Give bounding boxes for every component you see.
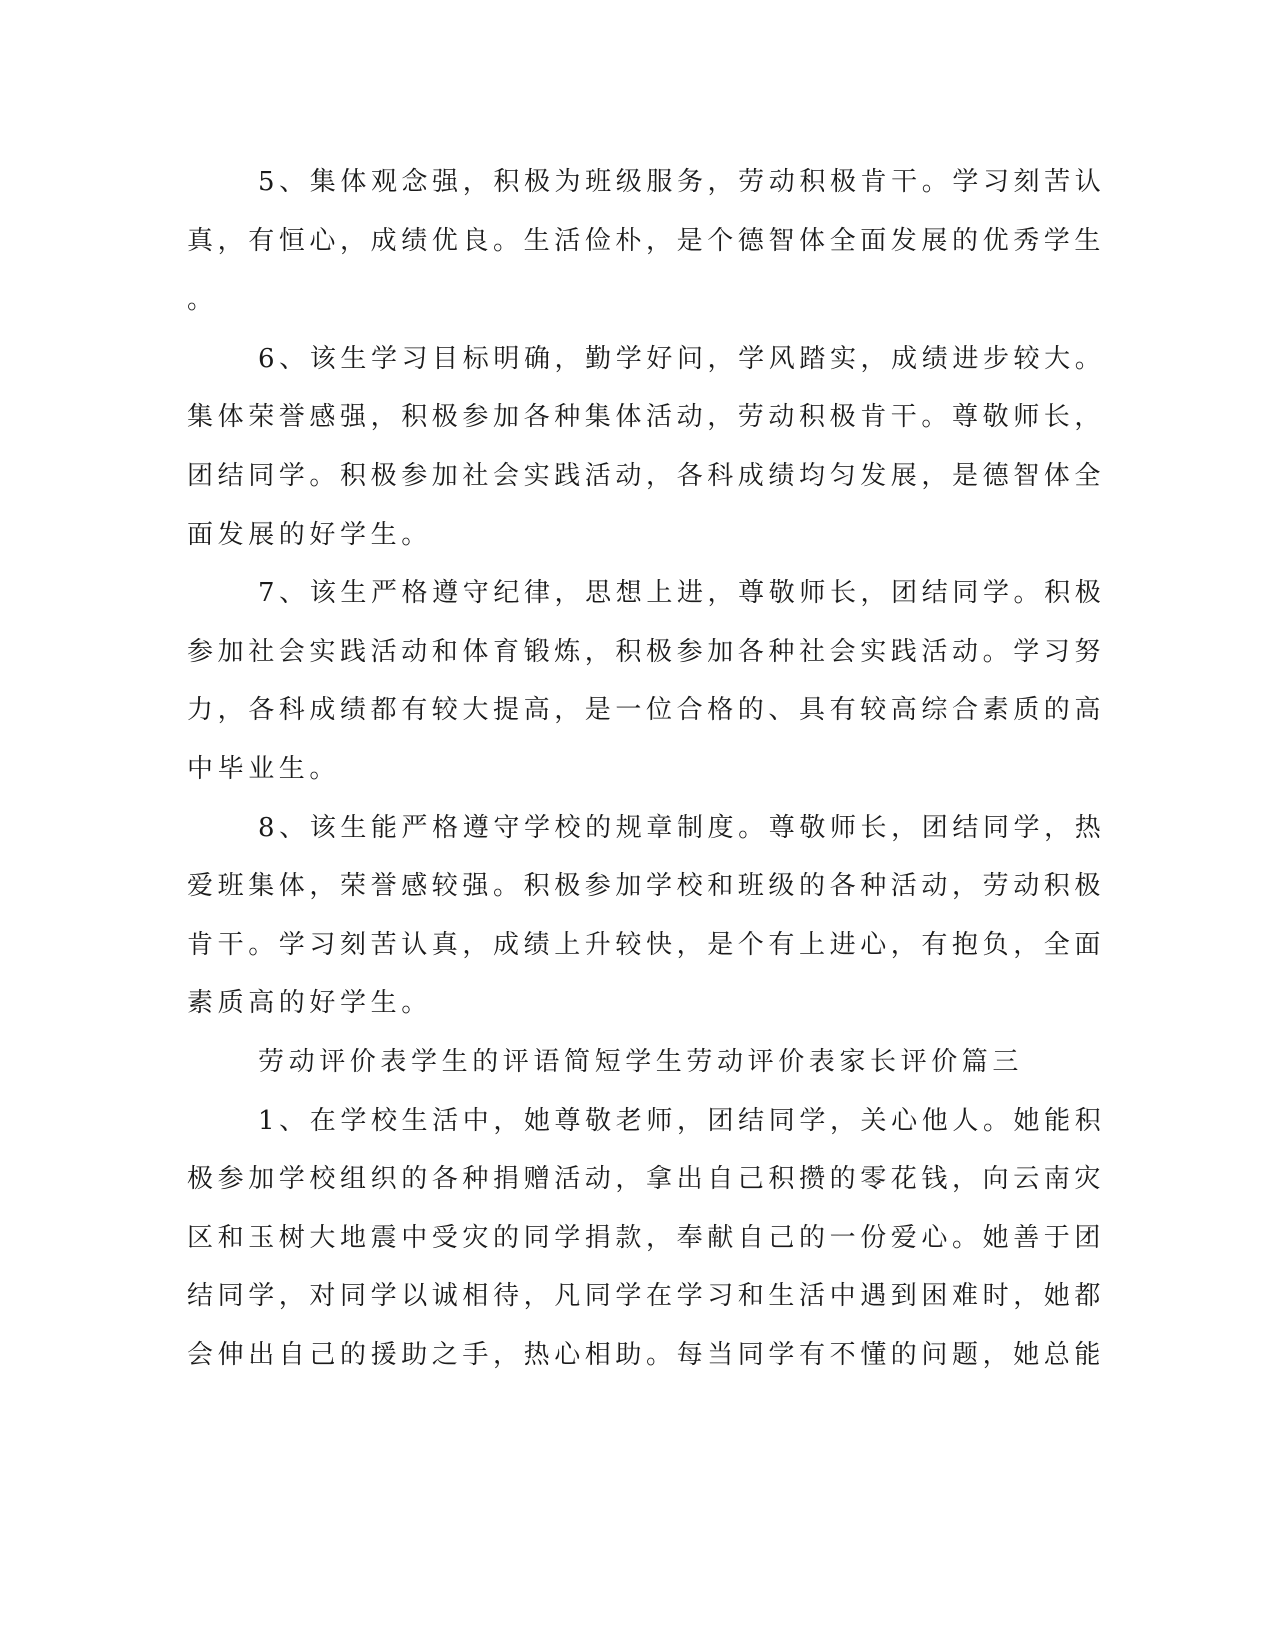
paragraph-8-line-1: 8、该生能严格遵守学校的规章制度。尊敬师长，团结同学，热 [258, 813, 1106, 843]
paragraph-1-line-1: 1、在学校生活中，她尊敬老师，团结同学，关心他人。她能积 [258, 1106, 1106, 1136]
paragraph-6-line-2: 集体荣誉感强，积极参加各种集体活动，劳动积极肯干。尊敬师长， [187, 402, 1106, 432]
paragraph-6-line-1: 6、该生学习目标明确，勤学好问，学风踏实，成绩进步较大。 [258, 344, 1106, 374]
paragraph-7-line-4: 中毕业生。 [187, 754, 341, 784]
paragraph-8-line-2: 爱班集体，荣誉感较强。积极参加学校和班级的各种活动，劳动积极 [187, 871, 1106, 901]
paragraph-8-line-3: 肯干。学习刻苦认真，成绩上升较快，是个有上进心，有抱负，全面 [187, 930, 1106, 960]
paragraph-1-line-4: 结同学，对同学以诚相待，凡同学在学习和生活中遇到困难时，她都 [187, 1281, 1106, 1311]
paragraph-6-line-4: 面发展的好学生。 [187, 520, 432, 550]
paragraph-8-line-4: 素质高的好学生。 [187, 988, 432, 1018]
paragraph-7-line-3: 力，各科成绩都有较大提高，是一位合格的、具有较高综合素质的高 [187, 695, 1106, 725]
paragraph-7-line-2: 参加社会实践活动和体育锻炼，积极参加各种社会实践活动。学习努 [187, 637, 1106, 667]
paragraph-7-line-1: 7、该生严格遵守纪律，思想上进，尊敬师长，团结同学。积极 [258, 578, 1106, 608]
paragraph-1-line-3: 区和玉树大地震中受灾的同学捐款，奉献自己的一份爱心。她善于团 [187, 1223, 1106, 1253]
paragraph-5-line-3: 。 [187, 285, 218, 315]
paragraph-5-line-2: 真，有恒心，成绩优良。生活俭朴，是个德智体全面发展的优秀学生 [187, 226, 1106, 256]
paragraph-6-line-3: 团结同学。积极参加社会实践活动，各科成绩均匀发展，是德智体全 [187, 461, 1106, 491]
paragraph-1-line-5: 会伸出自己的援助之手，热心相助。每当同学有不懂的问题，她总能 [187, 1340, 1106, 1370]
section-heading: 劳动评价表学生的评语简短学生劳动评价表家长评价篇三 [258, 1047, 1024, 1077]
paragraph-5-line-1: 5、集体观念强，积极为班级服务，劳动积极肯干。学习刻苦认 [258, 167, 1106, 197]
paragraph-1-line-2: 极参加学校组织的各种捐赠活动，拿出自己积攒的零花钱，向云南灾 [187, 1164, 1106, 1194]
